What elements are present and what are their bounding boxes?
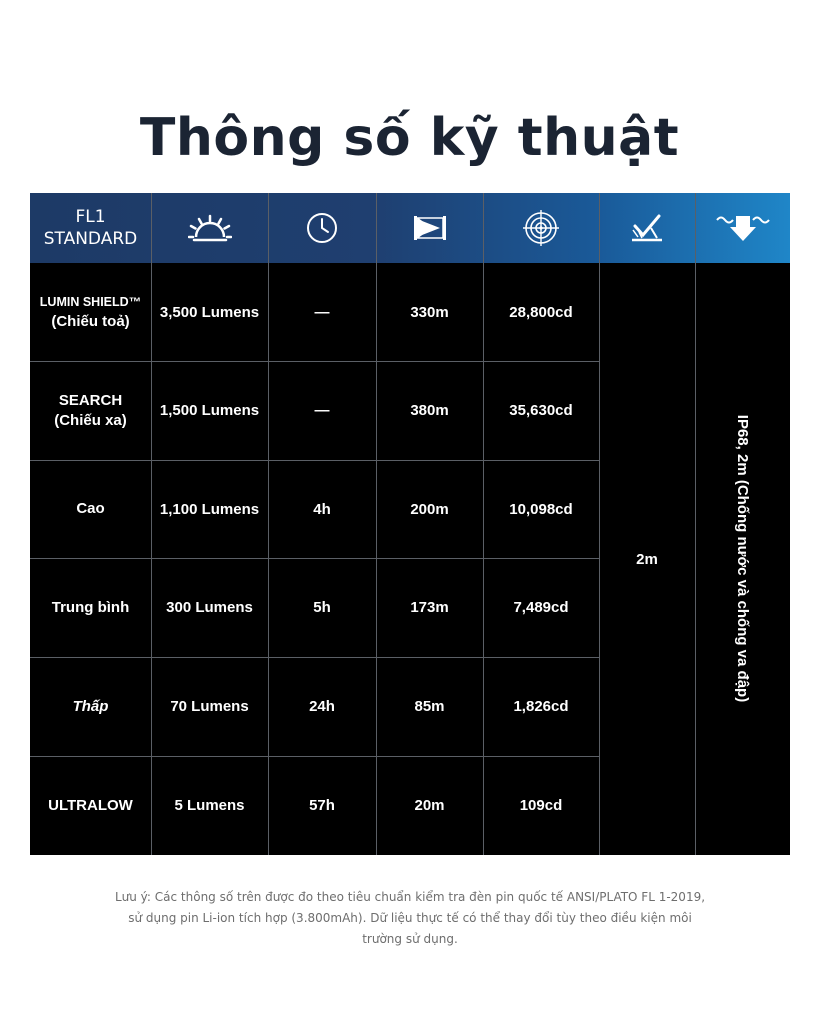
mode-name: Trung bình [51, 598, 130, 616]
mode-name: SEARCH [58, 391, 123, 409]
header-impact [599, 193, 695, 263]
table-row-label [30, 263, 151, 361]
intensity-cell: 28,800cd [509, 303, 573, 321]
runtime-cell: 5h [313, 599, 331, 616]
distance-cell: 173m [410, 599, 449, 616]
impact-resistance-value: 2m [636, 550, 658, 568]
footnote: Lưu ý: Các thông số trên được đo theo tiêu chuẩn kiểm tra đèn pin quốc tế ANSI/PLATO FL 1-2019, sử dụng pin Li-ion tích hợp (3.800mAh). Dữ liệu thực tế có thể thay đổi tùy theo điều kiện môi trường sử dụng. [114, 890, 706, 946]
target-icon [522, 209, 560, 247]
table-row-label [30, 460, 151, 558]
beam-distance-icon [412, 213, 448, 243]
intensity-cell: 7,489cd [513, 599, 569, 616]
table-row-label [30, 756, 151, 855]
header-runtime [268, 193, 376, 263]
water-resistance-cell [695, 262, 790, 855]
mode-subtitle: (Chiếu toả) [51, 313, 130, 330]
distance-cell: 85m [414, 698, 445, 715]
distance-cell: 330m [410, 303, 449, 321]
runtime-cell: 57h [309, 797, 335, 814]
runtime-cell: 4h [313, 500, 331, 518]
lumens-cell: 5 Lumens [174, 797, 245, 814]
header-intensity [483, 193, 599, 263]
header-beam-distance [376, 193, 483, 263]
runtime-cell: — [314, 402, 330, 419]
runtime-cell: — [314, 303, 330, 321]
lumens-cell: 3,500 Lumens [159, 303, 260, 321]
header-model [30, 193, 151, 263]
clock-icon [305, 211, 339, 245]
distance-cell: 380m [410, 402, 449, 419]
mode-name: ULTRALOW [48, 796, 133, 814]
spec-table [30, 193, 790, 855]
table-row-label [30, 657, 151, 756]
lumens-cell: 1,100 Lumens [159, 500, 260, 518]
distance-cell: 200m [410, 500, 449, 518]
lumens-cell: 1,500 Lumens [159, 402, 260, 419]
header-brightness [151, 193, 268, 263]
water-icon [715, 211, 771, 245]
intensity-cell: 10,098cd [509, 500, 573, 518]
brightness-icon [188, 213, 232, 243]
distance-cell: 20m [414, 797, 445, 814]
mode-name: Cao [76, 500, 105, 517]
mode-name: Thấp [72, 697, 109, 715]
intensity-cell: 35,630cd [509, 402, 573, 419]
mode-subtitle: (Chiếu xa) [54, 411, 127, 429]
page-title: Thông số kỹ thuật [139, 108, 680, 168]
header-water [695, 193, 790, 263]
water-resistance-value: IP68, 2m (Chống nước và chống va đập) [734, 414, 752, 703]
table-row-label [30, 558, 151, 657]
intensity-cell: 109cd [519, 797, 563, 814]
impact-resistance-cell [599, 263, 695, 855]
mode-name: LUMIN SHIELD™ [39, 295, 142, 309]
impact-icon [629, 212, 665, 244]
lumens-cell: 300 Lumens [166, 599, 253, 616]
model-variant: STANDARD [43, 229, 138, 249]
table-row-label [30, 361, 151, 460]
intensity-cell: 1,826cd [513, 698, 569, 715]
model-name: FL1 [75, 207, 106, 227]
runtime-cell: 24h [309, 698, 335, 715]
lumens-cell: 70 Lumens [170, 698, 249, 715]
